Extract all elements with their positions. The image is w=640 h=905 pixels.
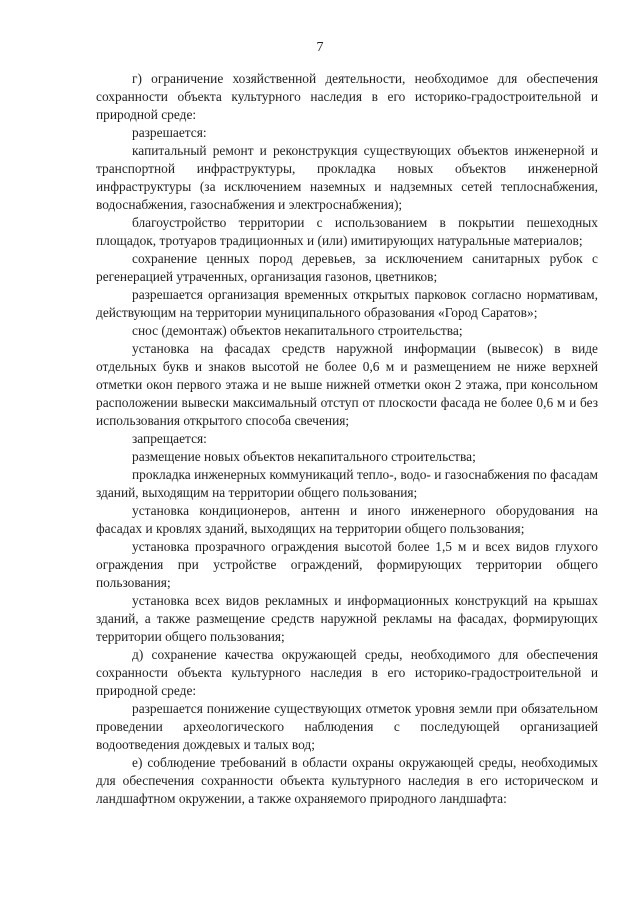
paragraph-signage: установка на фасадах средств наружной информации (вывесок) в виде отдельных букв и знаков высотой не более 0,6 м и размещением не ниже верхней отметки окон первого этажа и не выше нижней отметки окон 2 этажа, при консольном расположении вывески максимальный отступ от плоскости фасада не более 0,6 м и без использования открытого способа свечения; xyxy=(96,341,598,428)
paragraph-ground-level: разрешается понижение существующих отметок уровня земли при обязательном проведении археологического наблюдения с последующей организацией водоотведения дождевых и талых вод; xyxy=(96,701,598,752)
paragraph-advertising: установка всех видов рекламных и информационных конструкций на крышах зданий, а также размещение средств наружной рекламы на фасадах, формирующих территории общего пользования; xyxy=(96,593,598,644)
document-body xyxy=(96,70,598,808)
paragraph-new-objects: размещение новых объектов некапитального строительства; xyxy=(132,449,476,464)
paragraph-prohibited-label: запрещается: xyxy=(132,431,207,446)
page-number: 7 xyxy=(316,40,324,55)
paragraph-allowed-label: разрешается: xyxy=(132,125,207,140)
paragraph-parking: разрешается организация временных открытых парковок согласно нормативам, действующим на территории муниципального образования «Город Саратов»; xyxy=(96,287,598,320)
paragraph-d-heading: д) сохранение качества окружающей среды, необходимого для обеспечения сохранности объекта культурного наследия в его историко-градостроительной и природной среде: xyxy=(96,647,598,698)
paragraph-landscaping: благоустройство территории с использованием в покрытии пешеходных площадок, тротуаров традиционных и (или) имитирующих натуральные материалов; xyxy=(96,215,598,248)
paragraph-capital-repair: капитальный ремонт и реконструкция существующих объектов инженерной и транспортной инфраструктуры, прокладка новых объектов инженерной инфраструктуры (за исключением наземных и надземных сетей теплоснабжения, водоснабжения, газоснабжения и электроснабжения); xyxy=(96,143,598,212)
paragraph-trees: сохранение ценных пород деревьев, за исключением санитарных рубок с регенерацией утраченных, организация газонов, цветников; xyxy=(96,251,598,284)
paragraph-air-conditioners: установка кондиционеров, антенн и иного инженерного оборудования на фасадах и кровлях зданий, выходящих на территории общего пользования; xyxy=(96,503,598,536)
paragraph-utilities: прокладка инженерных коммуникаций тепло-, водо- и газоснабжения по фасадам зданий, выходящим на территории общего пользования; xyxy=(96,467,598,500)
paragraph-e-heading: е) соблюдение требований в области охраны окружающей среды, необходимых для обеспечения сохранности объекта культурного наследия в его историческом и ландшафтном окружении, а также охраняемого природного ландшафта: xyxy=(96,755,598,806)
paragraph-demolition: снос (демонтаж) объектов некапитального строительства; xyxy=(132,323,463,338)
paragraph-g-heading: г) ограничение хозяйственной деятельности, необходимое для обеспечения сохранности объекта культурного наследия в его историко-градостроительной и природной среде: xyxy=(96,71,598,122)
paragraph-fencing: установка прозрачного ограждения высотой более 1,5 м и всех видов глухого ограждения при устройстве ограждений, формирующих территории общего пользования; xyxy=(96,539,598,590)
